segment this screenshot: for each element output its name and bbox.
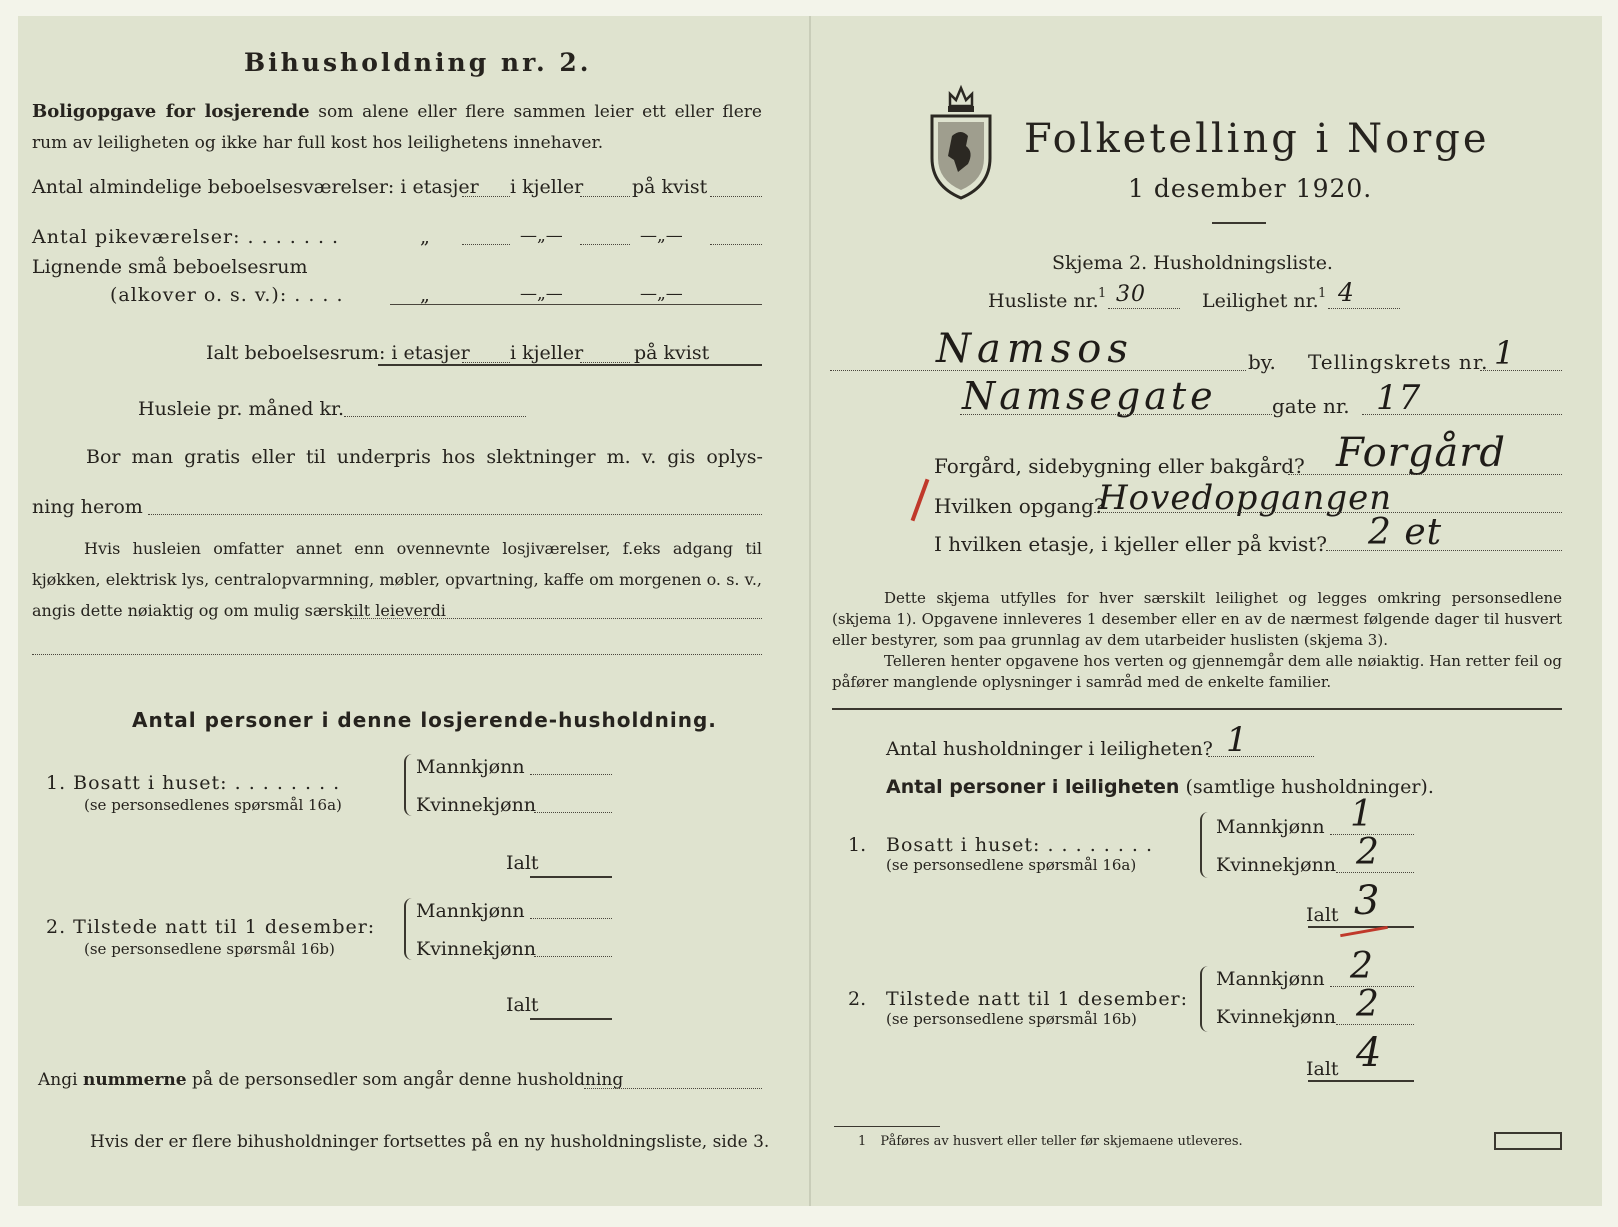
husleie-line [344,416,526,417]
right-q1-ialt-value: 3 [1354,878,1381,924]
gate-nr-line [1362,414,1562,415]
hush-value: 1 [1226,720,1249,760]
etasje-line [1326,550,1562,551]
pike-line-3 [710,244,762,245]
rooms-kvist: på kvist [632,176,708,198]
krets-label: Tellingskrets nr. [1308,350,1489,374]
husliste-line [1108,308,1180,309]
lignende-label-1: Lignende små beboelsesrum [32,256,308,278]
left-note: Hvis husleien omfatter annet enn ovennevnte losjiværelser, f.eks adgang til kjøkken, elektrisk lys, centralopvarmning, møbler, opvartning, kaffe om morgenen o. s. v., angis dette nøiaktig og om mulig særskilt leieverdi [32,539,762,620]
right-q1-num: 1. [848,834,867,856]
right-date: 1 desember 1920. [1128,174,1373,203]
note-line [350,618,762,619]
left-persons-title: Antal personer i denne losjerende-husholdning. [132,708,717,732]
pike-ditto-2: —„— [520,226,563,246]
angi-row [38,1070,623,1090]
leilighet-footnote-mark: 1 [1318,286,1327,301]
right-persons-rest: (samtlige husholdninger). [1185,776,1434,798]
ialt-rooms-kvist: på kvist [634,342,710,364]
right-q2-mann-label: Mannkjønn [1216,968,1325,990]
pike-label: Antal pikeværelser: . . . . . . . [32,226,340,248]
right-q2-num: 2. [848,988,867,1010]
angi-pre: Angi [38,1070,78,1090]
right-q1-kvinne-line [1336,872,1414,873]
pike-ditto: „ [420,226,430,248]
left-q2-ialt: Ialt [506,994,539,1016]
krets-value: 1 [1494,334,1516,372]
left-q1-kvinne-line [534,812,612,813]
printer-stamp [1494,1132,1562,1150]
etasje-value: 2 et [1368,512,1443,553]
lignende-label-2: (alkover o. s. v.): . . . . [110,284,344,306]
ialt-rooms-line-1 [462,362,510,363]
gratis-line [148,514,762,515]
lignende-ditto-3: —„— [640,284,683,304]
left-q1-label: 1. Bosatt i huset: . . . . . . . . [46,772,341,794]
husliste-value: 30 [1116,282,1146,307]
right-q2-sub: (se personsedlene spørsmål 16b) [886,1010,1137,1028]
rooms-kjeller-line [580,196,630,197]
right-q1-ialt-label: Ialt [1306,904,1339,926]
by-value: Namsos [936,326,1134,372]
right-q1-mann-value: 1 [1350,794,1374,835]
right-q1-kvinne-label: Kvinnekjønn [1216,854,1337,876]
page-fold [809,16,811,1206]
angi-line [584,1088,762,1089]
left-q2-label: 2. Tilstede natt til 1 desember: [46,916,376,938]
left-q2-ialt-line [530,1018,612,1020]
right-q1-sub: (se personsedlene spørsmål 16a) [886,856,1137,874]
rooms-label: Antal almindelige beboelsesværelser: i etasjer [32,176,479,198]
ialt-rooms-rule [378,364,762,366]
right-q1-ialt-line [1308,926,1414,928]
krets-line [1480,370,1562,371]
leilighet-line [1328,308,1400,309]
instructions-para-1: Dette skjema utfylles for hver særskilt leilighet og legges omkring personsedlene (skjema 1). Opgavene innleveres 1 desember eller en av de nærmest følgende dager til husvert eller bestyrer, som paa grunnlag av dem utarbeider huslisten (skjema 3). [832,589,1562,649]
lignende-ditto-2: —„— [520,284,563,304]
left-q1-ialt: Ialt [506,852,539,874]
lignende-line [390,304,762,305]
note-line-2 [32,654,762,655]
right-q2-ialt-label: Ialt [1306,1058,1339,1080]
pike-line-1 [462,244,510,245]
right-q1-kvinne-value: 2 [1356,832,1380,873]
gate-value: Namsegate [962,374,1217,418]
husleie-label: Husleie pr. måned kr. [138,398,345,420]
ialt-rooms-label: Ialt beboelsesrum: i etasjer [206,342,470,364]
left-q1-brace [404,754,412,816]
left-q2-sub: (se personsedlene spørsmål 16b) [84,940,335,958]
gate-line [960,414,1272,415]
opgang-value: Hovedopgangen [1098,478,1393,518]
right-q1-label: Bosatt i huset: . . . . . . . . [886,834,1154,856]
opgang-line [1094,512,1562,513]
gate-label: gate nr. [1272,394,1350,418]
right-q2-ialt-line [1308,1080,1414,1082]
date-rule [1212,222,1266,224]
hush-line [1208,756,1314,757]
footnote-text: Påføres av husvert eller teller før skjemaene utleveres. [880,1134,1243,1149]
left-q1-sub: (se personsedlenes spørsmål 16a) [84,796,342,814]
by-line [830,370,1246,371]
right-q2-ialt-value: 4 [1356,1030,1383,1076]
right-q2-kvinne-label: Kvinnekjønn [1216,1006,1337,1028]
pike-ditto-3: —„— [640,226,683,246]
footnote-rule [834,1126,940,1127]
husliste-label: Husliste nr. [988,290,1099,312]
instructions-rule [832,708,1562,710]
forgard-value: Forgård [1336,430,1506,476]
left-q2-mann: Mannkjønn [416,900,525,922]
leilighet-label: Leilighet nr. [1202,290,1319,312]
rooms-etasjer-line [462,196,510,197]
forgard-question: Forgård, sidebygning eller bakgård? [934,454,1305,478]
rooms-kvist-line [710,196,762,197]
left-q2-kvinne-line [534,956,612,957]
ialt-rooms-line-2 [580,362,630,363]
left-q2-mann-line [530,918,612,919]
opgang-question: Hvilken opgang? [934,494,1105,518]
left-q1-mann: Mannkjønn [416,756,525,778]
left-intro-bold: Boligopgave for losjerende [32,101,310,122]
gratis-line-1: Bor man gratis eller til underpris hos slektninger m. v. gis oplys- [86,446,763,468]
etasje-question: I hvilken etasje, i kjeller eller på kvist? [934,532,1327,556]
gratis-line-2: ning herom [32,496,143,518]
left-footer: Hvis der er flere bihusholdninger fortsettes på en ny husholdningsliste, side 3. [90,1132,770,1152]
left-intro [32,96,762,159]
ialt-rooms-kjeller: i kjeller [510,342,584,364]
right-q2-label: Tilstede natt til 1 desember: [886,988,1189,1010]
lignende-ditto: „ [420,284,430,306]
right-q2-mann-value: 2 [1350,946,1374,987]
husliste-footnote-mark: 1 [1098,286,1107,301]
left-q1-ialt-line [530,876,612,878]
right-q1-mann-label: Mannkjønn [1216,816,1325,838]
footnote-row [858,1134,1243,1149]
pike-line-2 [580,244,630,245]
by-label: by. [1248,350,1276,374]
footnote-number: 1 [858,1134,867,1149]
instructions-para-2: Telleren henter opgavene hos verten og gjennemgår dem alle nøiaktig. Han retter feil og påfører manglende oplysninger i samråd med de enkelte familier. [832,652,1562,691]
right-title: Folketelling i Norge [1024,116,1490,162]
right-q2-kvinne-line [1336,1024,1414,1025]
left-q1-kvinne: Kvinnekjønn [416,794,537,816]
coat-of-arms-icon [928,80,994,202]
forgard-line [1288,474,1562,475]
right-persons-bold: Antal personer i leiligheten [886,776,1180,798]
left-q1-mann-line [530,774,612,775]
schema-label: Skjema 2. Husholdningsliste. [1052,252,1333,274]
left-q2-brace [404,898,412,960]
rooms-kjeller: i kjeller [510,176,584,198]
angi-bold: nummerne [82,1070,187,1090]
right-q2-kvinne-value: 2 [1356,984,1380,1025]
left-intro-rest: som alene eller flere sammen leier ett eller flere rum av leiligheten og ikke har full kost hos leilighetens innehaver. [32,102,762,153]
hush-question: Antal husholdninger i leiligheten? [886,738,1213,760]
left-title: Bihusholdning nr. 2. [244,48,592,77]
right-q1-brace [1200,812,1208,878]
left-q2-kvinne: Kvinnekjønn [416,938,537,960]
leilighet-value: 4 [1338,278,1355,307]
right-q2-brace [1200,966,1208,1032]
gate-nr-value: 17 [1376,378,1422,418]
angi-rest: på de personsedler som angår denne husholdning [192,1070,624,1090]
